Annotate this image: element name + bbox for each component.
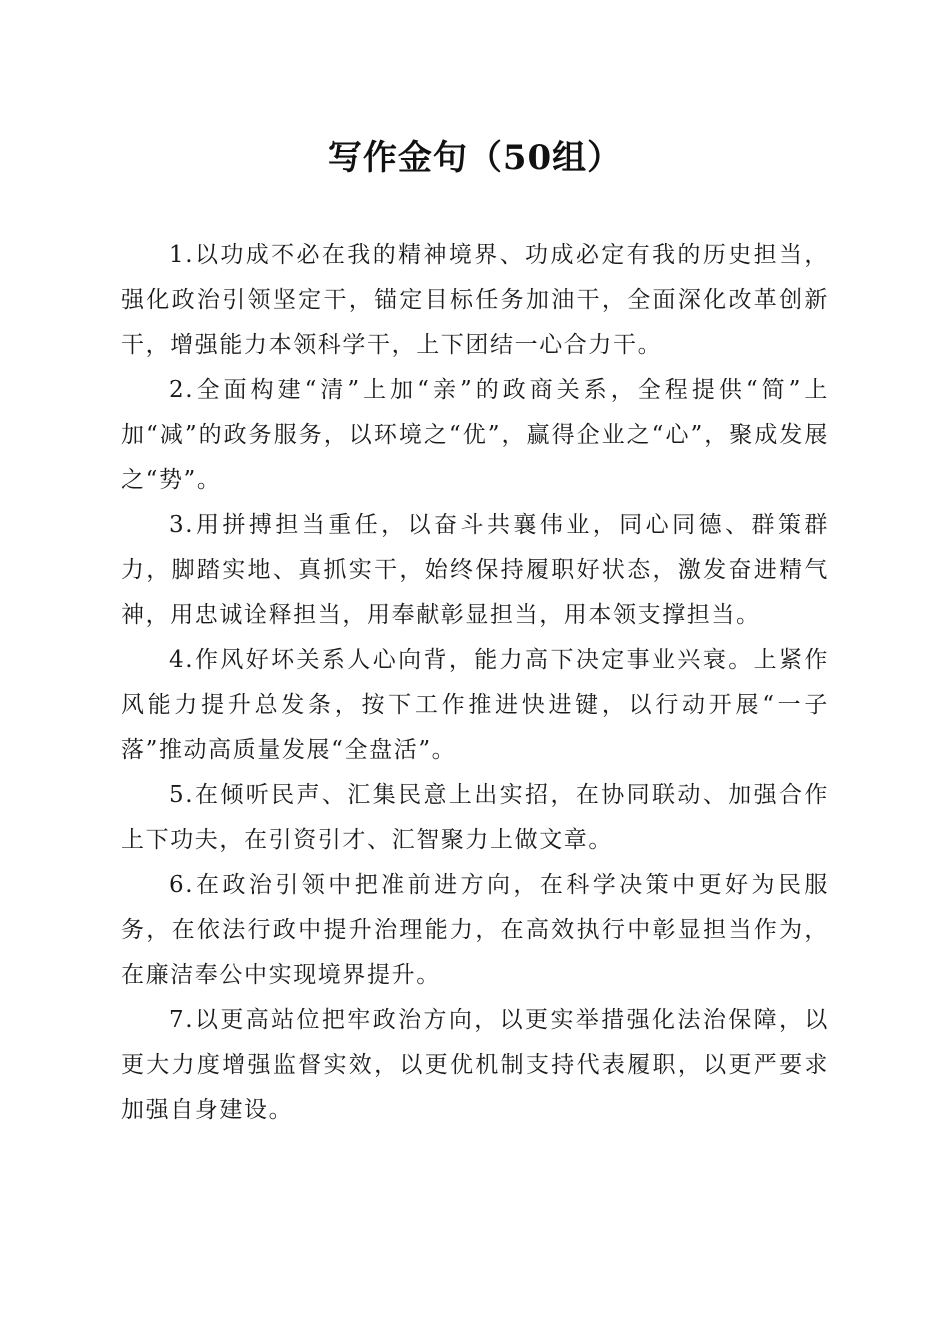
paragraph-1: 1.以功成不必在我的精神境界、功成必定有我的历史担当，强化政治引领坚定干，锚定目标任务加油干，全面深化改革创新干，增强能力本领科学干，上下团结一心合力干。 bbox=[121, 242, 829, 358]
paragraph-2: 2.全面构建“清”上加“亲”的政商关系，全程提供“简”上加“减”的政务服务，以环境之“优”，赢得企业之“心”，聚成发展之“势”。 bbox=[121, 377, 829, 493]
document-title: 写作金句（50组） bbox=[327, 138, 623, 178]
paragraph-6: 6.在政治引领中把准前进方向，在科学决策中更好为民服务，在依法行政中提升治理能力，在高效执行中彰显担当作为，在廉洁奉公中实现境界提升。 bbox=[121, 872, 829, 988]
paragraph-5: 5.在倾听民声、汇集民意上出实招，在协同联动、加强合作上下功夫，在引资引才、汇智聚力上做文章。 bbox=[121, 782, 829, 853]
paragraph-3: 3.用拼搏担当重任，以奋斗共襄伟业，同心同德、群策群力，脚踏实地、真抓实干，始终保持履职好状态，激发奋进精气神，用忠诚诠释担当，用奉献彰显担当，用本领支撑担当。 bbox=[121, 512, 829, 628]
document-body bbox=[121, 233, 829, 1133]
paragraph-4: 4.作风好坏关系人心向背，能力高下决定事业兴衰。上紧作风能力提升总发条，按下工作推进快进键，以行动开展“一子落”推动高质量发展“全盘活”。 bbox=[121, 647, 829, 763]
paragraph-7: 7.以更高站位把牢政治方向，以更实举措强化法治保障，以更大力度增强监督实效，以更优机制支持代表履职，以更严要求加强自身建设。 bbox=[121, 1007, 829, 1123]
